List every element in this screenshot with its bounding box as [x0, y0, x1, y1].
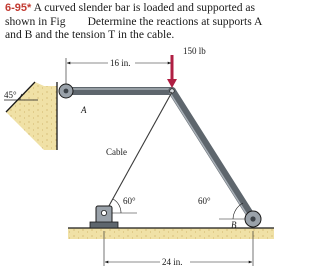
cable-label: Cable	[106, 147, 127, 157]
pin-base	[90, 222, 118, 228]
problem-number: 6-95*	[5, 2, 32, 14]
dim-top-label: 16 in.	[110, 58, 131, 68]
cable-angle-arc	[113, 199, 121, 213]
problem-text-line-1: A curved slender bar is loaded and supported as	[33, 1, 256, 14]
ground	[68, 228, 274, 239]
problem-text-line-2b: Determine the reactions at supports A	[87, 15, 263, 29]
pin-bolt	[101, 210, 106, 215]
roller-b-inner	[250, 216, 255, 221]
load-arrow-head	[167, 79, 177, 88]
load-label: 150 lb	[183, 46, 206, 56]
load-arrow	[167, 55, 177, 88]
support-a-roller	[59, 84, 73, 98]
cable-pin-support	[90, 206, 118, 228]
support-b-roller	[245, 211, 261, 227]
label-a: A	[81, 105, 87, 115]
bar-angle-label: 60°	[198, 196, 211, 206]
roller-a-inner	[64, 89, 69, 94]
problem-text-line-3: and B and the tension T in the cable.	[5, 28, 175, 42]
wall-angle-label: 45°	[4, 90, 17, 100]
problem-text-line-2a: shown in Fig	[5, 15, 66, 29]
ground-fill	[68, 228, 274, 239]
bar-diagonal-segment	[172, 91, 253, 219]
dim-bottom-label: 24 in.	[162, 257, 183, 267]
cable-angle-label: 60°	[123, 196, 136, 206]
label-b: B	[231, 220, 237, 230]
curved-bar	[65, 89, 253, 221]
